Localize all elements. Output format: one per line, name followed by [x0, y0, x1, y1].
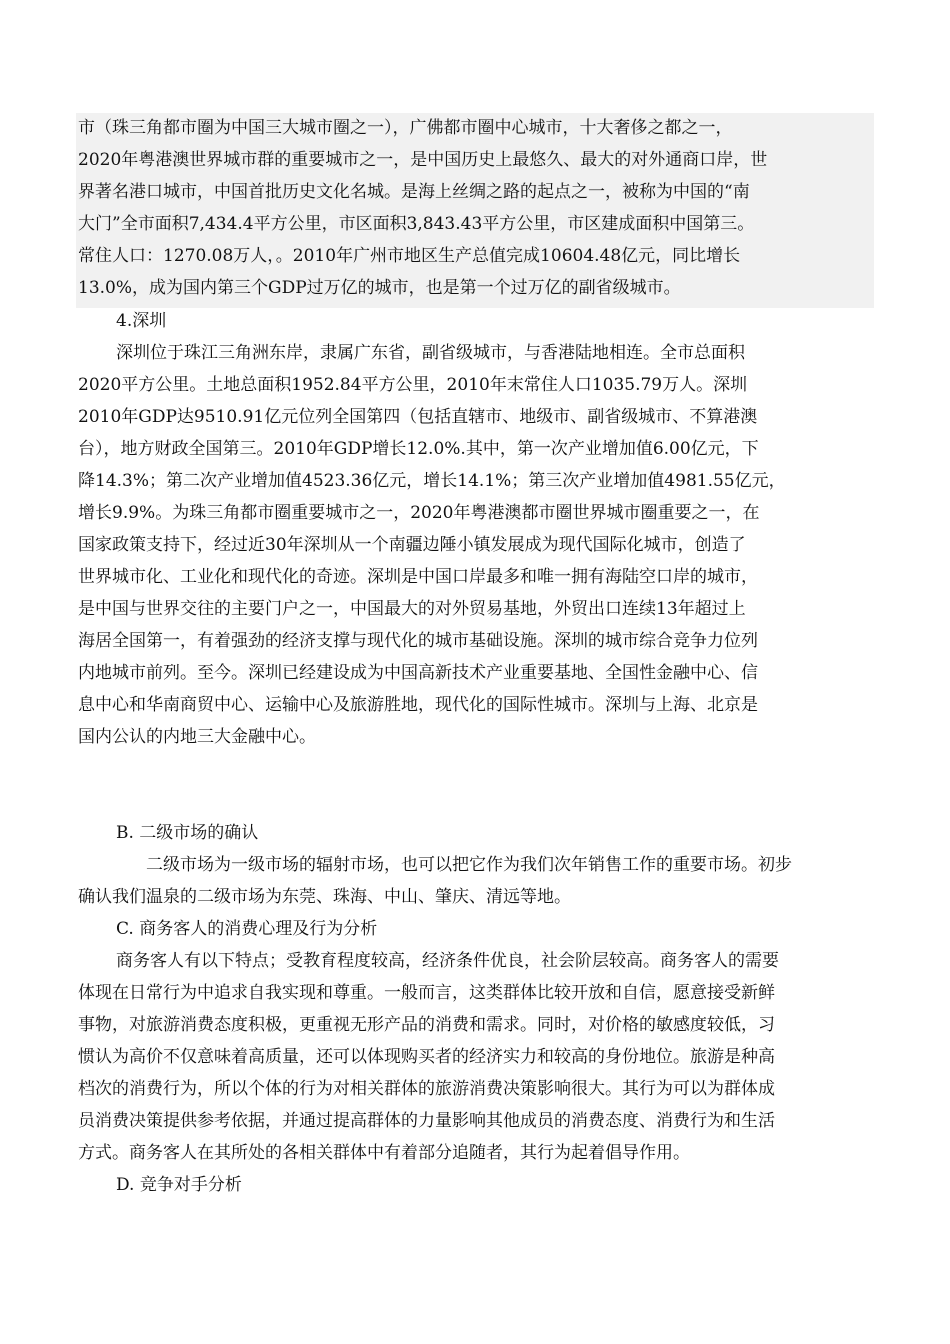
shenzhen-line-9: 是中国与世界交往的主要门户之一，中国最大的对外贸易基地，外贸出口连续13年超过上: [78, 599, 746, 619]
shenzhen-line-12: 息中心和华南商贸中心、运输中心及旅游胜地，现代化的国际性城市。深圳与上海、北京是: [78, 695, 758, 715]
business-guests-heading: C. 商务客人的消费心理及行为分析: [116, 919, 378, 939]
guangzhou-line-1: 市（珠三角都市圈为中国三大城市圈之一），广佛都市圈中心城市，十大奢侈之都之一，: [78, 118, 733, 138]
shenzhen-line-2: 2020平方公里。土地总面积1952.84平方公里，2010年末常住人口1035.79万人。深圳: [78, 375, 748, 395]
shenzhen-line-13: 国内公认的内地三大金融中心。: [78, 727, 316, 747]
competitor-heading: D. 竞争对手分析: [116, 1175, 242, 1195]
business-guests-line-3: 事物，对旅游消费态度积极，更重视无形产品的消费和需求。同时，对价格的敏感度较低，习: [78, 1015, 775, 1035]
shenzhen-heading: 4.深圳: [116, 311, 167, 331]
guangzhou-line-4: 大门”全市面积7,434.4平方公里，市区面积3,843.43平方公里，市区建成面积中国第三。: [78, 214, 755, 234]
shenzhen-line-7: 国家政策支持下，经过近30年深圳从一个南疆边陲小镇发展成为现代国际化城市，创造了: [78, 535, 746, 555]
shenzhen-line-5: 降14.3%；第二次产业增加值4523.36亿元，增长14.1%；第三次产业增加值4981.55亿元，: [78, 471, 786, 491]
shenzhen-line-6: 增长9.9%。为珠三角都市圈重要城市之一，2020年粤港澳都市圈世界城市圈重要之一，在: [78, 503, 760, 523]
business-guests-line-4: 惯认为高价不仅意味着高质量，还可以体现购买者的经济实力和较高的身份地位。旅游是种高: [78, 1047, 775, 1067]
guangzhou-line-6: 13.0%，成为国内第三个GDP过万亿的城市，也是第一个过万亿的副省级城市。: [78, 278, 681, 298]
guangzhou-line-3: 界著名港口城市，中国首批历史文化名城。是海上丝绸之路的起点之一，被称为中国的“南: [78, 182, 750, 202]
business-guests-line-5: 档次的消费行为，所以个体的行为对相关群体的旅游消费决策影响很大。其行为可以为群体成: [78, 1079, 775, 1099]
business-guests-line-6: 员消费决策提供参考依据，并通过提高群体的力量影响其他成员的消费态度、消费行为和生活: [78, 1111, 775, 1131]
business-guests-line-2: 体现在日常行为中追求自我实现和尊重。一般而言，这类群体比较开放和自信，愿意接受新鲜: [78, 983, 775, 1003]
secondary-market-line-2: 确认我们温泉的二级市场为东莞、珠海、中山、肇庆、清远等地。: [78, 887, 571, 907]
secondary-market-line-1: 二级市场为一级市场的辐射市场，也可以把它作为我们次年销售工作的重要市场。初步: [146, 855, 792, 875]
shenzhen-line-8: 世界城市化、工业化和现代化的奇迹。深圳是中国口岸最多和唯一拥有海陆空口岸的城市，: [78, 567, 758, 587]
shenzhen-line-10: 海居全国第一，有着强劲的经济支撑与现代化的城市基础设施。深圳的城市综合竞争力位列: [78, 631, 758, 651]
business-guests-line-1: 商务客人有以下特点；受教育程度较高，经济条件优良，社会阶层较高。商务客人的需要: [116, 951, 779, 971]
shenzhen-line-3: 2010年GDP达9510.91亿元位列全国第四（包括直辖市、地级市、副省级城市、不算港澳: [78, 407, 758, 427]
shenzhen-line-1: 深圳位于珠江三角洲东岸，隶属广东省，副省级城市，与香港陆地相连。全市总面积: [116, 343, 745, 363]
secondary-market-heading: B. 二级市场的确认: [116, 823, 259, 843]
shenzhen-line-11: 内地城市前列。至今。深圳已经建设成为中国高新技术产业重要基地、全国性金融中心、信: [78, 663, 758, 683]
guangzhou-line-5: 常住人口：1270.08万人，。2010年广州市地区生产总值完成10604.48亿元，同比增长: [78, 246, 741, 266]
business-guests-line-7: 方式。商务客人在其所处的各相关群体中有着部分追随者，其行为起着倡导作用。: [78, 1143, 690, 1163]
guangzhou-line-2: 2020年粤港澳世界城市群的重要城市之一，是中国历史上最悠久、最大的对外通商口岸，世: [78, 150, 768, 170]
shenzhen-line-4: 台），地方财政全国第三。2010年GDP增长12.0%.其中，第一次产业增加值6.00亿元，下: [78, 439, 759, 459]
